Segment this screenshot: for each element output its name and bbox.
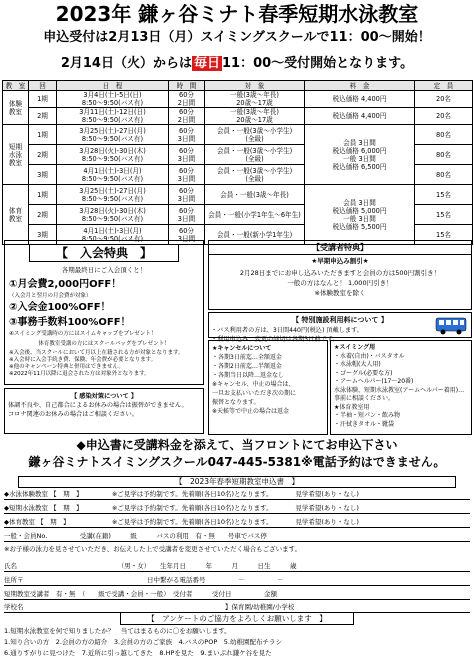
join-privileges bbox=[4, 240, 204, 385]
date-cell: 3月28日(火)-30日(木) 8:50〜9:50(バス有) bbox=[57, 205, 169, 225]
bus-icon bbox=[435, 317, 467, 335]
early-text: 2月28日までにお申し込みいただきますと会員の方は500円割引き！ 一般の方はなんと！ 1,000円引き！ ※体験教室を除く bbox=[239, 269, 441, 297]
price-cell: 税込価格 4,400円 bbox=[305, 91, 415, 108]
items-title: ★スイミング用 bbox=[334, 344, 376, 351]
target-cell: 会員・一般(3歳〜年長) bbox=[205, 185, 305, 205]
price-cell: 税込価格 4,400円 bbox=[305, 108, 415, 125]
privileges-notes: ※入会後、当スクールにおいて月以上在籍される方が対象となります。 ※入会時に入会手続き費、保険、年会費が必要となります。 ※他のキャンペーン特典と併用はできません。 ※2022年11月以降に退会された方は対象外となります。 bbox=[9, 350, 184, 377]
survey-answers-1[interactable]: 1.知り合いの方 2.会員の方の紹介 3.会員の方のご家族 4.バスのPOP 5.幼稚園配布チラシ bbox=[4, 638, 282, 646]
about-title: 【 感染対策について 】 bbox=[70, 393, 138, 400]
col-header: 対 象 bbox=[205, 81, 305, 91]
capacity-cell: 15名 bbox=[415, 205, 473, 225]
privilege-gift: 体育教室受講の方にはスクールバッグをプレゼント！ bbox=[38, 341, 170, 347]
privileges-title: 【 入会特典 】 bbox=[29, 244, 179, 262]
date-cell: 3月4日(土)-5日(日) 8:50〜9:50(バス有) bbox=[57, 91, 169, 108]
time-cell: 60分 2日間 bbox=[169, 108, 205, 125]
col-header: 回 bbox=[29, 81, 57, 91]
col-header: 定 員 bbox=[415, 81, 473, 91]
table-row bbox=[3, 125, 473, 145]
time-cell: 60分 2日間 bbox=[169, 91, 205, 108]
date-cell: 3月25日(土)-27日(月) 8:50〜9:50(バス有) bbox=[57, 185, 169, 205]
form-row-short[interactable]: ◆短期水泳教室 【 期 】 ※ご見学は予約制です。先着順(各日10名)となります。 見学希望(あり・なし) bbox=[4, 504, 470, 514]
daily-before: 2月14日（火）からは bbox=[60, 56, 192, 71]
date-cell: 4月1日(土)-3日(月) 8:50〜9:50(バス有) bbox=[57, 165, 169, 185]
early-discount bbox=[208, 240, 472, 310]
time-cell: 60分 3日間 bbox=[169, 145, 205, 165]
col-header: 時 間 bbox=[169, 81, 205, 91]
term-cell: 2期 bbox=[29, 108, 57, 125]
privilege-item-1-note: （入会月と翌月の月会費が対象） bbox=[9, 293, 92, 299]
privileges-subtitle: 各期最終日にご入会頂くと！ bbox=[61, 266, 147, 274]
page-title: 2023年 鎌ヶ谷ミナト春季短期水泳教室 bbox=[55, 2, 419, 26]
notice-line-2: 鎌ヶ谷ミナトスイミングスクール047-445-5381※電話予約はできません。 bbox=[28, 455, 446, 469]
about-text: 体調不良や、自己都合によるお休みの場合は振替ができません。 コロナ関連のお休みの場合はご相談ください。 bbox=[8, 402, 188, 418]
target-cell: 一般(3歳〜年長) 20歳〜17歳 bbox=[205, 108, 305, 125]
time-cell: 60分 3日間 bbox=[169, 205, 205, 225]
form-row-name[interactable]: 氏名 （男・女） 生年月日 年 月 日生 歳 bbox=[4, 562, 470, 572]
schedule-header-row bbox=[3, 81, 473, 91]
date-cell: 3月25日(土)-27日(月) 8:50〜9:50(バス有) bbox=[57, 125, 169, 145]
capacity-cell: 20名 bbox=[415, 108, 473, 125]
form-row-school[interactable]: 学校名 】保育園/幼稚園/小学校 bbox=[4, 603, 470, 613]
header bbox=[0, 0, 474, 82]
form-row-trial[interactable]: ◆水泳体験教室 【 期 】 ※ご見学は予約制です。先着順(各日10名)となります。 見学希望(あり・なし) bbox=[4, 490, 470, 500]
items-text: ・水着(自由)・バスタオル ・水泳帽(大人用) ・ゴーグル(必要な方) ・アームヘルパー(17〜20番) 水泳体験、短期水泳教室(アームヘルパー着用)…事前に相談ください。 ★体育教室用 ・半袖・短パン・飲み物 ・汗拭きタオル・靴袋 bbox=[334, 352, 465, 428]
form-row-address[interactable]: 住所〒 日中繋がる電話番号 － － bbox=[4, 576, 470, 586]
bus-title: 【 特別施設利用料について 】 bbox=[292, 316, 388, 324]
cancel-text: ・各期3日前迄…全額返金 ・各期2日前迄…半額返金 ・各期当日以降…返金なし ※キャンセル、中止の場合は、 一旦お支払いいただき次の期に 振替となります。 ※天候等で中止の場合は返金 bbox=[212, 354, 297, 415]
table-row bbox=[3, 91, 473, 108]
term-cell: 1期 bbox=[29, 91, 57, 108]
target-cell: 会員・一般(3歳〜小学生) (全級) bbox=[205, 145, 305, 165]
capacity-cell: 80名 bbox=[415, 145, 473, 165]
table-row bbox=[3, 108, 473, 125]
target-cell: 会員・一般(小学1年生〜6年生) bbox=[205, 205, 305, 225]
notice-line-1: ◆申込書に受講料金を添えて、当フロントにてお申込下さい bbox=[76, 438, 398, 452]
col-header: 日 程 bbox=[57, 81, 169, 91]
bus-text: ・バス利用者の方は、3日間440円(税込) 頂戴します。 ・利用申込み、変更の締切は各期3日前です。 bbox=[211, 327, 363, 343]
term-cell: 3期 bbox=[29, 225, 57, 245]
table-row bbox=[3, 185, 473, 205]
class-cell: 短期 水泳 教室 bbox=[3, 125, 29, 185]
time-cell: 60分 3日間 bbox=[169, 185, 205, 205]
survey-title: 【 アンケートのご協力をよろしくお願いします 】 bbox=[120, 612, 354, 625]
apply-notice bbox=[2, 437, 472, 471]
capacity-cell: 80名 bbox=[415, 125, 473, 145]
target-cell: 会員・一般(新小学1年生) bbox=[205, 225, 305, 245]
time-cell: 60分 3日間 bbox=[169, 125, 205, 145]
form-title: 【 2023年春季短期教室申込書 】 bbox=[18, 476, 456, 488]
daily-registration bbox=[0, 55, 474, 73]
target-cell: 会員・一般(3歳〜小学生) (全級) bbox=[205, 125, 305, 145]
bus-fee bbox=[208, 312, 472, 343]
daily-after: 11：00〜受付開始となります。 bbox=[222, 56, 414, 71]
survey-answers-2[interactable]: 6.通りすがりに見つけた 7.近所に引っ越してきた 8.HPを見た 9.まいぷれ鎌ケ谷を見た bbox=[4, 649, 272, 657]
capacity-cell: 20名 bbox=[415, 91, 473, 108]
date-cell: 3月28日(火)-30日(木) 8:50〜9:50(バス有) bbox=[57, 145, 169, 165]
survey-question: 1.短期水泳教室を何で知りましたか？ 当てはまるものに〇をお願いします。 bbox=[4, 627, 231, 635]
privilege-item-3: ③事務手数料100%OFF！ bbox=[9, 317, 131, 328]
form-row-history[interactable]: 短期教室受講者 有・無 （ 級で受講・会員・一般） 受付者 受付日 金額 bbox=[4, 590, 470, 600]
form-row-member[interactable]: 一般・会員No. 受講(在籍) 級 バスの利用 有・無 号車でバス停 bbox=[4, 532, 470, 542]
cancel-policy bbox=[208, 340, 328, 435]
privilege-item-2: ②入会金100%OFF！ bbox=[9, 302, 111, 313]
schedule-table bbox=[2, 80, 473, 245]
target-cell: 会員・一般(3歳〜小学生) (全級) bbox=[205, 165, 305, 185]
term-cell: 2期 bbox=[29, 205, 57, 225]
early-subtitle: ★早期申込み割引★ bbox=[311, 257, 369, 265]
col-header: 料 金 bbox=[305, 81, 415, 91]
privilege-item-1: ①月会費2,000円OFF！ bbox=[9, 279, 122, 290]
term-cell: 3期 bbox=[29, 165, 57, 185]
class-cell: 体育 教室 bbox=[3, 185, 29, 245]
date-cell: 3月11日(土)-12日(日) 8:50〜9:50(バス有) bbox=[57, 108, 169, 125]
daily-highlight: 毎日 bbox=[193, 56, 220, 71]
capacity-cell: 80名 bbox=[415, 165, 473, 185]
col-header: 教 室 bbox=[3, 81, 29, 91]
class-cell: 体験 教室 bbox=[3, 91, 29, 125]
time-cell: 60分 3日間 bbox=[169, 165, 205, 185]
infection-notice bbox=[4, 388, 204, 434]
term-cell: 2期 bbox=[29, 145, 57, 165]
date-cell: 4月1日(土)-3日(月) 8:50〜9:50(バス有) bbox=[57, 225, 169, 245]
price-cell: 会員 3日間 税込価格 6,000円 一般 3日間 税込価格 6,500円 bbox=[305, 125, 415, 185]
capacity-cell: 15名 bbox=[415, 185, 473, 205]
items-to-bring bbox=[330, 340, 472, 435]
form-row-note: ※お子様の泳力を見させていただき、お伝えした上で受講者を変更させていただく場合もございます。 bbox=[4, 545, 302, 553]
privilege-item-4: ④スイミング受講時の方にはスイムキャップをプレゼント！ bbox=[9, 331, 157, 337]
time-cell: 60分 3日間 bbox=[169, 225, 205, 245]
target-cell: 一般(3歳〜年長) 20歳〜17歳 bbox=[205, 91, 305, 108]
registration-start: 申込受付は2月13日（月）スイミングスクールで11：00〜開始！ bbox=[43, 30, 431, 45]
cancel-title: ★キャンセルについて bbox=[212, 345, 272, 352]
early-title: 【受講者特典】 bbox=[209, 241, 471, 255]
term-cell: 1期 bbox=[29, 185, 57, 205]
form-row-pe[interactable]: ◆体育教室 【 期 】 ※ご見学は予約制です。先着順(各日10名)となります。 見学希望(あり・なし) bbox=[4, 518, 470, 528]
price-cell: 会員 3日間 税込価格 5,000円 一般 3日間 税込価格 5,500円 bbox=[305, 185, 415, 245]
term-cell: 1期 bbox=[29, 125, 57, 145]
capacity-cell: 15名 bbox=[415, 225, 473, 245]
